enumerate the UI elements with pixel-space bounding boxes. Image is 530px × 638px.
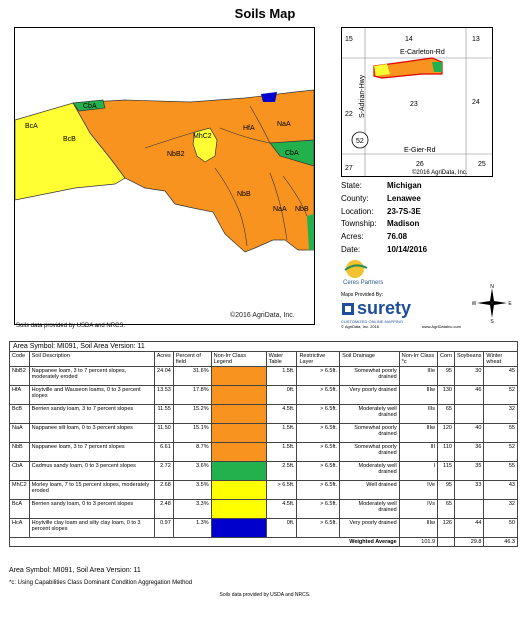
percent-of-field: 15.1% (173, 424, 211, 443)
acres: 24.04 (154, 367, 173, 386)
soil-drainage: Very poorly drained (340, 519, 400, 538)
location-info (341, 180, 427, 257)
section-label: 22 (345, 111, 353, 118)
soil-description: Nappanee loam, 3 to 7 percent slopes (29, 443, 154, 462)
info-key: Acres: (341, 232, 364, 242)
route-shield: 52 (356, 138, 364, 145)
wheat-yield: 32 (484, 500, 518, 519)
corn-yield: 65 (438, 500, 455, 519)
road-label: E-Carleton-Rd (400, 49, 445, 56)
class-legend-swatch (211, 443, 266, 462)
acres: 2.68 (154, 481, 173, 500)
info-key: County: (341, 193, 369, 203)
surety-wordmark: surety (357, 298, 412, 318)
soybeans-yield: 36 (454, 443, 483, 462)
class-legend-swatch (211, 424, 266, 443)
soil-code: HfA (10, 386, 30, 405)
soil-drainage: Moderately well drained (340, 405, 400, 424)
locator-credit: ©2016 AgriData, Inc. (412, 170, 468, 176)
table-row (10, 519, 518, 538)
legend-color (212, 500, 266, 518)
corn-yield: 110 (438, 443, 455, 462)
col-header: Acres (154, 352, 173, 367)
legend-color (212, 519, 266, 537)
soil-table (9, 341, 518, 547)
table-row (10, 405, 518, 424)
restrictive-layer: > 6.5ft. (297, 405, 340, 424)
section-label: 24 (472, 99, 480, 106)
footer-source: Soils data provided by USDA and NRCS. (219, 592, 311, 598)
col-header: Water Table (266, 352, 297, 367)
section-label: 15 (345, 36, 353, 43)
soybeans-yield (454, 405, 483, 424)
col-header: Non-Irr Class Legend (211, 352, 266, 367)
info-value: Lenawee (387, 193, 421, 203)
soil-drainage: Somewhat poorly drained (340, 367, 400, 386)
corn-yield: 130 (438, 386, 455, 405)
water-table: 4.5ft. (266, 500, 297, 519)
compass-e: E (508, 301, 512, 307)
class-legend-swatch (211, 462, 266, 481)
table-header-row (10, 352, 518, 367)
non-irr-class: IVe (399, 481, 437, 500)
water-table: 0ft. (266, 386, 297, 405)
table-row (10, 443, 518, 462)
map-label: CbA (83, 103, 97, 110)
water-table: 2.5ft. (266, 462, 297, 481)
map-credit: ©2016 AgriData, Inc. (230, 312, 295, 319)
water-table: 1.5ft. (266, 424, 297, 443)
section-label: 26 (416, 161, 424, 168)
soil-drainage: Well drained (340, 481, 400, 500)
footer-note: *c: Using Capabilities Class Dominant Condition Aggregation Method (9, 580, 193, 586)
soybeans-yield (454, 500, 483, 519)
corn-yield: 95 (438, 367, 455, 386)
map-label: HfA (243, 125, 255, 132)
water-table: > 6.5ft. (266, 481, 297, 500)
info-key: Township: (341, 219, 377, 229)
info-key: State: (341, 181, 362, 190)
ceres-text: Ceres Partners (343, 280, 384, 286)
soil-code: BcA (10, 500, 30, 519)
percent-of-field: 31.6% (173, 367, 211, 386)
soil-code: NbB2 (10, 367, 30, 386)
col-header: Code (10, 352, 30, 367)
soil-code: MhC2 (10, 481, 30, 500)
class-legend-swatch (211, 405, 266, 424)
table-row (10, 386, 518, 405)
info-key: Date: (341, 244, 361, 254)
water-table: 0ft. (266, 519, 297, 538)
restrictive-layer: > 6.5ft. (297, 481, 340, 500)
col-header: Restrictive Layer (297, 352, 340, 367)
legend-color (212, 443, 266, 461)
soil-code: BcB (10, 405, 30, 424)
compass-s: S (490, 319, 494, 323)
corn-yield: 95 (438, 481, 455, 500)
restrictive-layer: > 6.5ft. (297, 462, 340, 481)
legend-color (212, 424, 266, 442)
col-header: Soybeans (454, 352, 483, 367)
weighted-average-row (10, 538, 518, 547)
class-legend-swatch (211, 386, 266, 405)
soils-map[interactable] (14, 27, 315, 325)
surety-copyright: © AgriData, Inc. 2016 (341, 324, 380, 329)
col-header: Winter wheat (484, 352, 518, 367)
legend-color (212, 405, 266, 423)
soybeans-yield: 40 (454, 424, 483, 443)
soil-drainage: Somewhat poorly drained (340, 424, 400, 443)
map-label: NaA (273, 206, 287, 213)
restrictive-layer: > 6.5ft. (297, 500, 340, 519)
class-legend-swatch (211, 500, 266, 519)
table-row (10, 481, 518, 500)
section-label: 23 (410, 101, 418, 108)
section-label: 14 (405, 36, 413, 43)
restrictive-layer: > 6.5ft. (297, 443, 340, 462)
area-symbol: Area Symbol: MI091, Soil Area Version: 11 (9, 341, 518, 351)
info-key: Location: (341, 206, 374, 216)
section-label: 13 (472, 36, 480, 43)
soil-code: NbB (10, 443, 30, 462)
ceres-logo (341, 258, 395, 286)
non-irr-class: IIIw (399, 519, 437, 538)
surety-subtitle: CUSTOMIZED ONLINE MAPPING (341, 319, 403, 324)
soil-description: Morley loam, 7 to 15 percent slopes, moderately eroded (29, 481, 154, 500)
soil-drainage: Somewhat poorly drained (340, 443, 400, 462)
page-title: Soils Map (234, 6, 296, 21)
info-value: Michigan (387, 181, 422, 190)
soil-code: HcA (10, 519, 30, 538)
legend-color (212, 367, 266, 385)
compass-rose-icon (472, 283, 512, 323)
compass-w: W (472, 301, 477, 307)
section-label: 27 (345, 165, 353, 172)
locator-map[interactable] (341, 27, 493, 177)
percent-of-field: 3.6% (173, 462, 211, 481)
water-table: 1.5ft. (266, 367, 297, 386)
weighted-label: Weighted Average (10, 538, 400, 547)
non-irr-class: IVs (399, 500, 437, 519)
restrictive-layer: > 6.5ft. (297, 424, 340, 443)
non-irr-class: IIIw (399, 424, 437, 443)
soil-code: NaA (10, 424, 30, 443)
non-irr-class: IIIe (399, 367, 437, 386)
wheat-yield: 43 (484, 481, 518, 500)
percent-of-field: 3.3% (173, 500, 211, 519)
acres: 11.50 (154, 424, 173, 443)
surety-icon (341, 302, 355, 316)
road-label: S-Adrian-Hwy (359, 74, 366, 118)
map-source: Soils data provided by USDA and NRCS. (16, 323, 126, 329)
corn-yield: 120 (438, 424, 455, 443)
non-irr-class: III (399, 443, 437, 462)
percent-of-field: 1.3% (173, 519, 211, 538)
wheat-yield: 52 (484, 443, 518, 462)
table-row (10, 424, 518, 443)
col-header: Percent of field (173, 352, 211, 367)
soil-description: Nappanee silt loam, 0 to 3 percent slopes (29, 424, 154, 443)
percent-of-field: 17.8% (173, 386, 211, 405)
col-header: Soil Drainage (340, 352, 400, 367)
weighted-soybeans: 29.8 (454, 538, 483, 547)
wheat-yield: 32 (484, 405, 518, 424)
acres: 6.61 (154, 443, 173, 462)
map-label: NaA (277, 121, 291, 128)
soil-description: Hoytville and Wauseon loams, 0 to 3 percent slopes (29, 386, 154, 405)
map-label: CbA (285, 150, 299, 157)
acres: 13.53 (154, 386, 173, 405)
corn-yield: 115 (438, 462, 455, 481)
wheat-yield: 55 (484, 424, 518, 443)
footer-area-symbol: Area Symbol: MI091, Soil Area Version: 11 (9, 567, 141, 574)
info-value: 23-7S-3E (387, 206, 421, 216)
col-header: Non-Irr Class *c (399, 352, 437, 367)
weighted-class: 101.9 (399, 538, 437, 547)
road-label: E-Gier-Rd (404, 147, 436, 154)
compass-n: N (490, 284, 494, 290)
acres: 2.48 (154, 500, 173, 519)
map-label: NbB2 (167, 151, 185, 158)
map-label: NbB (237, 191, 251, 198)
percent-of-field: 3.5% (173, 481, 211, 500)
table-row (10, 500, 518, 519)
wheat-yield: 45 (484, 367, 518, 386)
weighted-wheat: 46.3 (484, 538, 518, 547)
col-header: Soil Description (29, 352, 154, 367)
map-label: BcA (25, 123, 38, 130)
table-row (10, 367, 518, 386)
legend-color (212, 386, 266, 404)
restrictive-layer: > 6.5ft. (297, 367, 340, 386)
acres: 2.72 (154, 462, 173, 481)
soybeans-yield: 35 (454, 462, 483, 481)
water-table: 1.5ft. (266, 443, 297, 462)
wheat-yield: 50 (484, 519, 518, 538)
soil-code: CbA (10, 462, 30, 481)
soil-description: Cadmus sandy loam, 0 to 3 percent slopes (29, 462, 154, 481)
surety-logo (341, 292, 461, 330)
restrictive-layer: > 6.5ft. (297, 519, 340, 538)
acres: 0.97 (154, 519, 173, 538)
wheat-yield: 55 (484, 462, 518, 481)
non-irr-class: IIIw (399, 386, 437, 405)
soil-description: Nappanee loam, 3 to 7 percent slopes, moderately eroded (29, 367, 154, 386)
section-label: 25 (478, 161, 486, 168)
class-legend-swatch (211, 519, 266, 538)
percent-of-field: 8.7% (173, 443, 211, 462)
col-header: Corn (438, 352, 455, 367)
table-row (10, 462, 518, 481)
maps-provided-by: Maps Provided By: (341, 292, 383, 298)
percent-of-field: 15.2% (173, 405, 211, 424)
class-legend-swatch (211, 367, 266, 386)
class-legend-swatch (211, 481, 266, 500)
non-irr-class: I (399, 462, 437, 481)
info-value: Madison (387, 219, 420, 229)
soil-description: Hoytville clay loam and silty clay loam, 0 to 3 percent slopes (29, 519, 154, 538)
map-label: NbB (295, 206, 309, 213)
corn-yield: 126 (438, 519, 455, 538)
map-label: BcB (63, 136, 76, 143)
corn-yield: 65 (438, 405, 455, 424)
weighted-corn (438, 538, 455, 547)
soil-drainage: Very poorly drained (340, 386, 400, 405)
acres: 11.55 (154, 405, 173, 424)
soil-drainage: Moderately well drained (340, 500, 400, 519)
soil-description: Berrien sandy loam, 3 to 7 percent slopes (29, 405, 154, 424)
soybeans-yield: 46 (454, 386, 483, 405)
info-value: 10/14/2016 (387, 244, 428, 254)
soil-drainage: Moderately well drained (340, 462, 400, 481)
legend-color (212, 462, 266, 480)
map-label: MhC2 (193, 133, 212, 140)
restrictive-layer: > 6.5ft. (297, 386, 340, 405)
soil-description: Berrien sandy loam, 0 to 3 percent slopes (29, 500, 154, 519)
info-value: 76.08 (387, 232, 408, 242)
soybeans-yield: 30 (454, 367, 483, 386)
soybeans-yield: 33 (454, 481, 483, 500)
legend-color (212, 481, 266, 499)
water-table: 4.5ft. (266, 405, 297, 424)
soybeans-yield: 44 (454, 519, 483, 538)
wheat-yield: 52 (484, 386, 518, 405)
non-irr-class: IIIs (399, 405, 437, 424)
surety-url: www.AgriDataInc.com (421, 324, 461, 329)
